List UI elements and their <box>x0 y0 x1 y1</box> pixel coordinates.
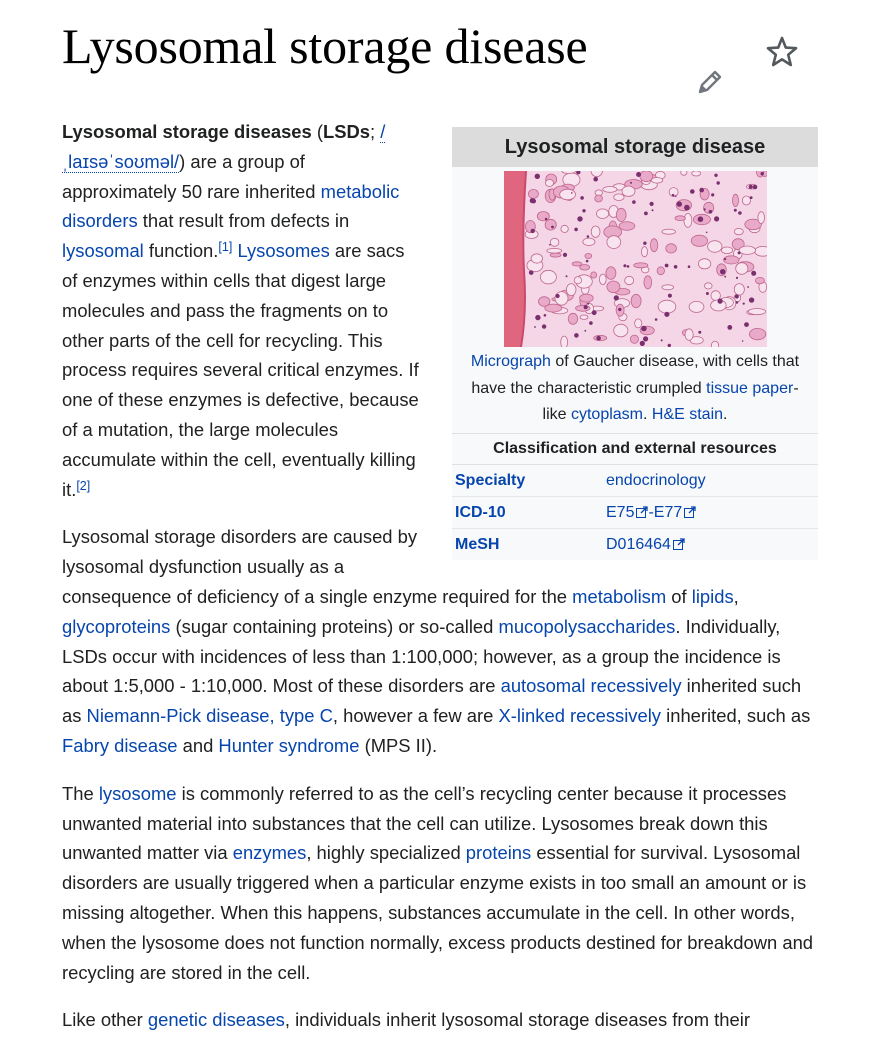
cell-nucleus <box>618 308 621 311</box>
stained-cell <box>559 189 575 200</box>
cell-nucleus <box>711 193 714 196</box>
text: . Individually, LSDs occur with incidences of less than 1:100,000; however, as a group the incidence is about 1:5,000 - 1:10,000. Most of these disorders are <box>62 615 781 697</box>
text: are sacs of enzymes within cells that digest large molecules and pass the fragments on to other parts of the cell for recycling. This process requires several critical enzymes. If one of these enzymes is defective, because of a mutation, the large molecules accumulate within the cell, eventually killing it. <box>62 240 419 500</box>
text: , <box>733 585 739 607</box>
text: (MPS II). <box>359 734 438 756</box>
stained-cell <box>562 171 575 174</box>
stained-cell <box>594 195 602 202</box>
cell-nucleus <box>734 294 738 298</box>
article-content <box>62 117 818 1053</box>
cell-nucleus <box>551 226 554 229</box>
stained-cell <box>754 246 766 256</box>
cell-nucleus <box>630 182 632 184</box>
cell-nucleus <box>574 333 579 338</box>
star-icon[interactable] <box>764 34 800 70</box>
cell-nucleus <box>671 194 674 197</box>
cell-nucleus <box>703 208 705 210</box>
stained-cell <box>675 216 685 221</box>
cell-nucleus <box>744 322 749 327</box>
cell-nucleus <box>717 299 722 304</box>
external-link-icon <box>673 538 685 550</box>
icd10-link-e75[interactable]: E75 <box>606 503 635 521</box>
stained-cell <box>757 212 764 224</box>
cell-nucleus <box>733 209 736 212</box>
link-mucopolysaccharides[interactable]: mucopolysaccharides <box>498 615 676 637</box>
cell-nucleus <box>714 216 719 221</box>
cell-nucleus <box>727 325 732 330</box>
cell-nucleus <box>664 264 668 268</box>
cell-nucleus <box>667 294 671 298</box>
link-autosomal-recessive[interactable]: autosomal recessively <box>500 675 682 697</box>
cell-nucleus <box>530 229 534 233</box>
external-link-icon <box>636 506 648 518</box>
stained-cell <box>575 305 589 311</box>
cell-nucleus <box>593 177 598 182</box>
cell-nucleus <box>705 292 708 295</box>
cell-nucleus <box>724 258 726 260</box>
cell-nucleus <box>748 297 753 302</box>
reference-2[interactable]: [2] <box>76 478 91 493</box>
infobox-row-specialty <box>452 465 818 497</box>
text: is commonly referred to as the cell’s recycling center because it processes unwanted material into substances that the cell can utilize. Lysosomes break down this unwanted matter via <box>62 782 787 864</box>
stained-cell <box>545 219 556 230</box>
stained-cell <box>619 222 635 231</box>
cell-nucleus <box>623 264 626 267</box>
stained-cell <box>599 274 606 284</box>
stained-cell <box>691 235 707 246</box>
stained-cell <box>584 253 591 258</box>
cell-nucleus <box>544 218 546 220</box>
link-lysosome[interactable]: lysosome <box>98 782 177 804</box>
bold-term: Lysosomal storage diseases <box>62 121 312 142</box>
cell-nucleus <box>690 189 695 194</box>
stained-cell <box>630 335 638 343</box>
micrograph-image[interactable] <box>504 171 767 347</box>
cell-nucleus <box>735 301 738 304</box>
stained-cell <box>555 292 568 306</box>
stained-cell <box>560 225 567 232</box>
caption-text: . <box>723 406 728 423</box>
stained-cell <box>707 241 721 253</box>
stained-cell <box>661 285 673 290</box>
cell-nucleus <box>571 192 573 194</box>
stained-cell <box>591 226 600 237</box>
link-lysosomal[interactable]: lysosomal <box>62 240 144 262</box>
stained-cell <box>657 267 664 275</box>
stained-cell <box>566 284 576 296</box>
stained-cell <box>735 263 747 275</box>
infobox-subheading: Classification and external resources <box>452 433 818 465</box>
cell-nucleus <box>760 172 763 175</box>
cell-nucleus <box>582 209 585 212</box>
text: ) are a group of approximately 50 rare inherited <box>62 150 321 202</box>
stained-cell <box>540 270 556 284</box>
cell-nucleus <box>574 228 578 232</box>
stained-cell <box>704 283 712 289</box>
external-link-icon <box>684 506 696 518</box>
link-lipids[interactable]: lipids <box>691 585 734 607</box>
stained-cell <box>545 180 553 187</box>
cell-nucleus <box>741 340 743 342</box>
cell-nucleus <box>549 244 551 246</box>
stained-cell <box>721 247 732 254</box>
cell-nucleus <box>660 339 662 341</box>
link-metabolism[interactable]: metabolism <box>572 585 667 607</box>
stained-cell <box>643 276 651 289</box>
caption-link-he-stain[interactable]: H&E stain <box>651 406 724 423</box>
stained-cell <box>634 319 641 328</box>
cell-nucleus <box>528 270 533 275</box>
text: , however a few are <box>332 705 499 727</box>
cell-nucleus <box>562 253 566 257</box>
cell-nucleus <box>705 232 707 234</box>
cell-nucleus <box>585 260 588 263</box>
stained-cell <box>568 313 578 324</box>
cell-nucleus <box>651 209 653 211</box>
cell-nucleus <box>626 265 629 268</box>
infobox-heading: Lysosomal storage disease <box>452 127 818 167</box>
stained-cell <box>574 277 581 284</box>
caption-link-cytoplasm[interactable]: cytoplasm <box>570 406 643 423</box>
cell-nucleus <box>737 251 740 254</box>
cell-nucleus <box>708 210 712 214</box>
cell-nucleus <box>596 336 601 341</box>
stained-cell <box>732 194 738 206</box>
row-label[interactable]: ICD-10 <box>455 503 506 521</box>
cell-nucleus <box>724 276 726 278</box>
link-proteins[interactable]: proteins <box>465 842 532 864</box>
text: , individuals inherit lysosomal storage diseases from their <box>284 1009 750 1031</box>
stained-cell <box>531 254 542 263</box>
cell-nucleus <box>565 275 567 277</box>
cell-nucleus <box>534 326 536 328</box>
stained-cell <box>528 189 538 198</box>
specialty-link[interactable]: endocrinology <box>606 471 706 489</box>
text: essential for survival. Lysosomal disorders are usually triggered when a particular enzyme exists in too small an amount or is missing altogether. When this happens, substances accumulate in the cell. In other words, when the lysosome does not function normally, excess products destined for breakdown and recycling are stored in the cell. <box>62 842 814 983</box>
cell-nucleus <box>529 198 534 203</box>
stained-cell <box>755 277 764 283</box>
paragraph-lysosome <box>62 779 818 988</box>
stained-cell <box>661 229 675 234</box>
stained-cell <box>650 239 657 252</box>
stained-cell <box>580 315 588 319</box>
link-genetic-diseases[interactable]: genetic diseases <box>147 1009 285 1031</box>
ipa-pronunciation[interactable]: /ˌlaɪsəˈsoʊməl/ <box>62 121 386 172</box>
cell-nucleus <box>684 205 690 211</box>
cell-nucleus <box>643 242 646 245</box>
stained-cell <box>606 236 620 249</box>
cell-nucleus <box>636 172 641 177</box>
cell-nucleus <box>649 202 653 206</box>
text: inherited, such as <box>661 705 811 727</box>
cell-nucleus <box>699 188 704 193</box>
stained-cell <box>560 336 567 347</box>
infobox-caption <box>452 347 818 433</box>
cell-nucleus <box>583 305 587 309</box>
cell-nucleus <box>639 341 644 346</box>
stained-cell <box>546 249 561 254</box>
stained-cell <box>739 246 755 254</box>
stained-cell <box>537 212 549 221</box>
stained-cell <box>742 196 750 205</box>
link-lysosomes[interactable]: Lysosomes <box>237 240 330 262</box>
stained-cell <box>683 214 691 228</box>
stained-cell <box>572 262 582 266</box>
cell-nucleus <box>577 216 582 221</box>
caption-text: of Gaucher disease, with cells that have the characteristic crumpled <box>471 353 800 397</box>
text: inherited such as <box>62 675 802 727</box>
stained-cell <box>544 304 561 312</box>
cell-nucleus <box>720 269 725 274</box>
cell-nucleus <box>738 211 742 215</box>
cell-nucleus <box>541 324 545 328</box>
cell-nucleus <box>673 265 677 269</box>
cell-nucleus <box>586 235 589 238</box>
stained-cell <box>605 267 615 280</box>
stained-cell <box>651 178 663 184</box>
row-label[interactable]: MeSH <box>455 535 500 553</box>
cell-nucleus <box>687 265 690 268</box>
cell-nucleus <box>580 196 584 200</box>
stained-cell <box>748 309 765 315</box>
cell-nucleus <box>716 181 719 184</box>
cell-nucleus <box>589 321 593 325</box>
link-enzymes[interactable]: enzymes <box>232 842 307 864</box>
cell-nucleus <box>591 310 596 315</box>
cell-nucleus <box>714 174 717 177</box>
infobox <box>452 127 818 560</box>
stained-cell <box>613 194 623 201</box>
cell-nucleus <box>643 336 648 341</box>
stained-cell <box>749 328 765 339</box>
cell-nucleus <box>632 200 636 204</box>
stained-cell <box>602 187 616 193</box>
icd10-link-e77[interactable]: E77 <box>653 503 683 521</box>
caption-link-tissue-paper[interactable]: tissue paper <box>706 379 794 397</box>
cell-nucleus <box>644 212 648 216</box>
text: of <box>666 585 692 607</box>
cell-nucleus <box>613 295 618 300</box>
cell-nucleus <box>534 174 539 179</box>
stained-cell <box>622 186 635 196</box>
cell-nucleus <box>752 185 757 190</box>
text: The <box>62 782 99 804</box>
text: and <box>177 734 219 756</box>
stained-cell <box>624 276 633 284</box>
stained-cell <box>582 238 594 245</box>
text: function. <box>143 240 219 262</box>
link-hunter-syndrome[interactable]: Hunter syndrome <box>218 734 360 756</box>
text: ; <box>370 121 381 142</box>
range-separator: - <box>648 503 654 521</box>
cell-nucleus <box>751 271 756 276</box>
text: (sugar containing proteins) or so-called <box>170 615 499 637</box>
link-niemann-pick[interactable]: Niemann-Pick disease, type C <box>86 705 333 727</box>
stained-cell <box>689 301 704 312</box>
cell-nucleus <box>735 277 737 279</box>
text: that result from defects in <box>137 210 350 232</box>
stained-cell <box>734 228 743 234</box>
stained-cell <box>665 244 676 253</box>
stained-cell <box>550 253 561 257</box>
stained-cell <box>639 171 652 182</box>
cell-nucleus <box>698 331 701 334</box>
stained-cell <box>550 238 559 246</box>
cell-nucleus <box>674 195 676 197</box>
stained-cell <box>616 208 626 221</box>
cell-nucleus <box>543 314 546 317</box>
stained-cell <box>691 171 700 176</box>
cell-nucleus <box>748 185 752 189</box>
cell-nucleus <box>587 303 589 305</box>
cell-nucleus <box>641 326 647 332</box>
cell-nucleus <box>555 294 559 298</box>
reference-1[interactable]: [1] <box>218 240 233 255</box>
bold-abbr: LSDs <box>323 121 371 142</box>
stained-cell <box>613 324 627 337</box>
mesh-link[interactable]: D016464 <box>606 535 671 553</box>
cell-nucleus <box>742 303 744 305</box>
caption-text: -like <box>542 379 799 423</box>
text: , highly specialized <box>306 842 466 864</box>
cell-nucleus <box>654 318 657 321</box>
stained-cell <box>685 329 693 341</box>
link-glycoproteins[interactable]: glycoproteins <box>62 615 171 637</box>
cell-nucleus <box>747 286 749 288</box>
stained-cell <box>698 259 710 269</box>
cell-nucleus <box>697 216 703 222</box>
stained-cell <box>734 284 744 295</box>
text: Like other <box>62 1009 148 1031</box>
stained-cell <box>658 300 676 313</box>
row-label[interactable]: Specialty <box>455 471 526 489</box>
link-metabolic-disorders[interactable]: metabolic disorders <box>62 180 400 232</box>
stained-cell <box>596 209 608 219</box>
infobox-row-mesh <box>452 529 818 560</box>
stained-cell <box>579 294 593 302</box>
stained-cell <box>631 294 641 307</box>
stained-cell <box>633 263 647 268</box>
text: Lysosomal storage disorders are caused by lysosomal dysfunction usually as a consequence of deficiency of a single enzyme required for the <box>62 526 573 607</box>
stained-cell <box>606 281 619 293</box>
paragraph-inheritance <box>62 1005 818 1035</box>
link-x-linked-recessive[interactable]: X-linked recessively <box>498 705 662 727</box>
pencil-icon[interactable] <box>694 66 726 98</box>
text: ( <box>311 121 323 142</box>
page-title: Lysosomal storage disease <box>62 18 588 74</box>
cell-nucleus <box>584 330 586 332</box>
stained-cell <box>590 272 596 278</box>
stained-cell <box>711 341 718 347</box>
cell-nucleus <box>535 315 540 320</box>
cell-nucleus <box>664 312 669 317</box>
infobox-row-icd10 <box>452 497 818 529</box>
link-fabry-disease[interactable]: Fabry disease <box>62 734 178 756</box>
stained-cell <box>680 171 686 175</box>
cell-nucleus <box>749 196 752 199</box>
caption-text: . <box>643 406 652 423</box>
stained-cell <box>641 247 647 257</box>
cell-nucleus <box>676 201 681 206</box>
caption-link-micrograph[interactable]: Micrograph <box>470 353 551 370</box>
